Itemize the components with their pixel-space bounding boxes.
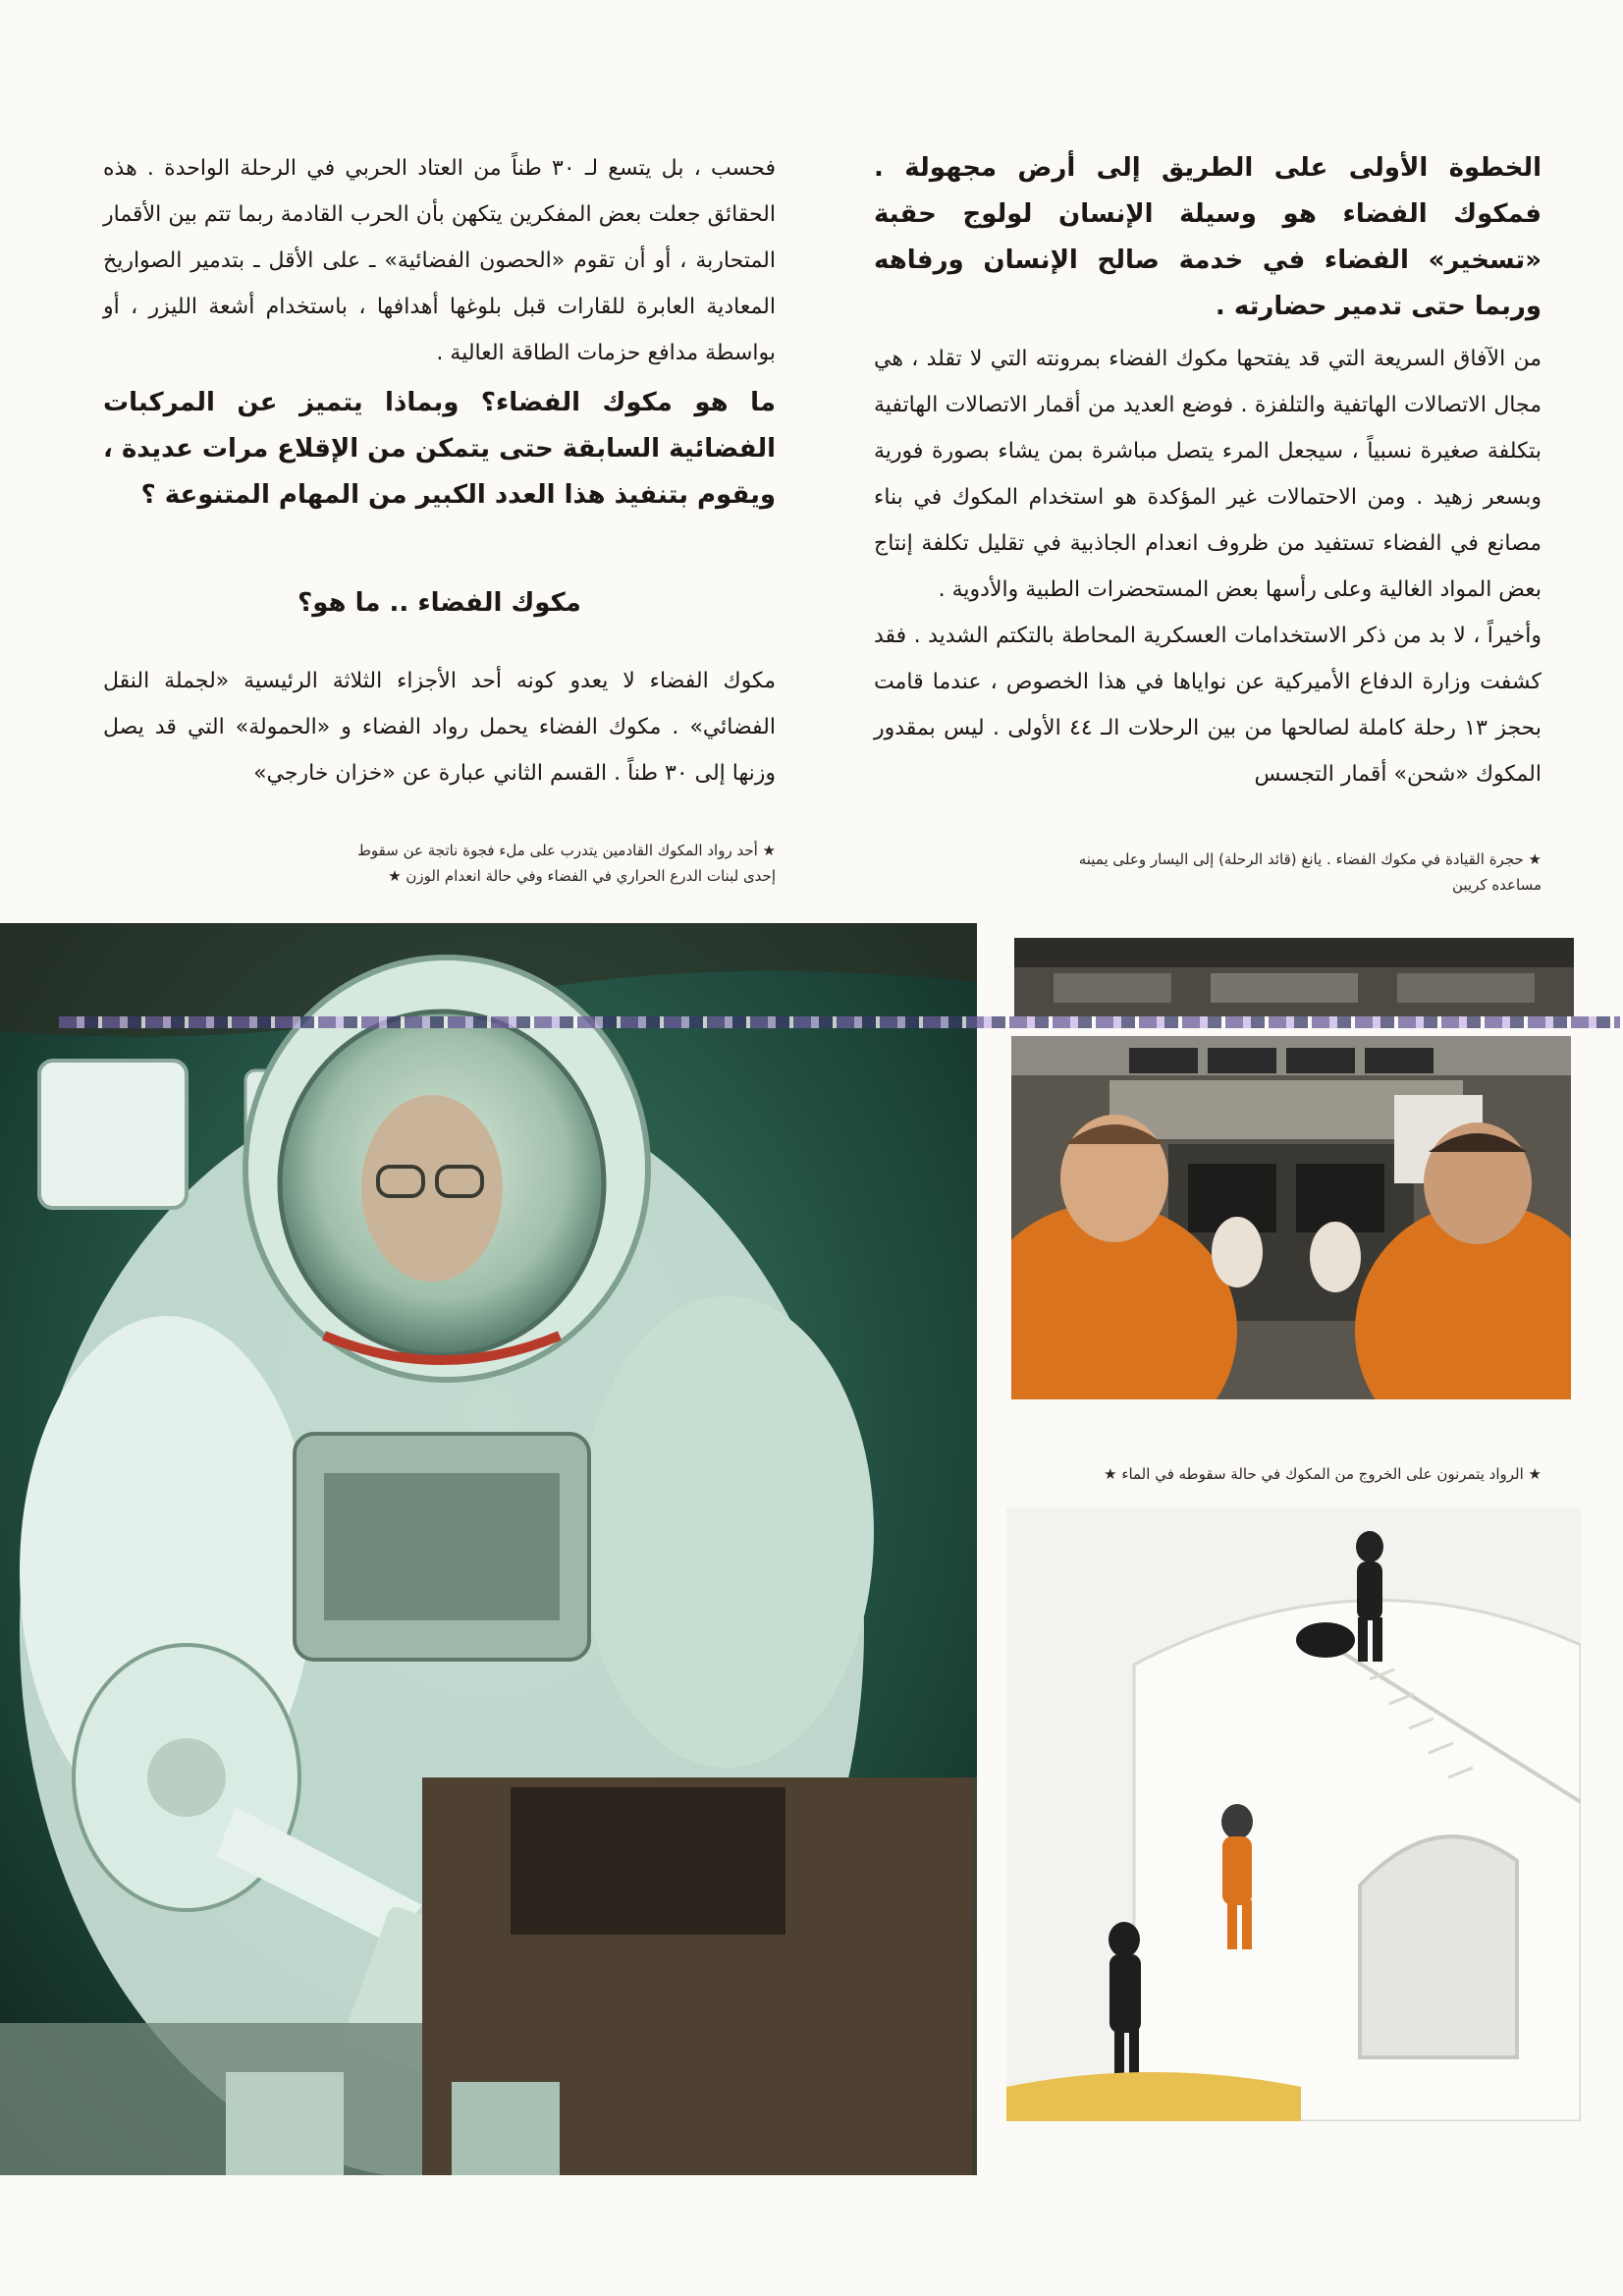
body-paragraph: من الآفاق السريعة التي قد يفتحها مكوك الفضاء بمرونته التي لا تقلد ، هي مجال الاتصالات الهاتفية والتلفزة . فوضع العديد من أقمار الاتصالات الهاتفية بتكلفة صغيرة نسبياً ، سيجعل المرء يتصل مباشرة بمن يشاء بصورة فورية وبسعر زهيد . ومن الاحتمالات غير المؤكدة هو استخدام المكوك في بناء مصانع في الفضاء تستفيد من ظروف انعدام الجاذبية في تقليل تكلفة إنتاج بعض المواد الغالية وعلى رأسها بعض المستحضرات الطبية والأدوية .	[874, 347, 1542, 602]
astronaut-photo-caption: ★ أحد رواد المكوك القادمين يتدرب على ملء فجوة ناتجة عن سقوط إحدى لبنات الدرع الحراري في الفضاء وفي حالة انعدام الوزن ★	[357, 842, 776, 885]
body-paragraph: فحسب ، بل يتسع لـ ٣٠ طناً من العتاد الحربي في الرحلة الواحدة . هذه الحقائق جعلت بعض المفكرين يتكهن بأن الحرب القادمة ربما تتم بين الأقمار المتحاربة ، أو أن تقوم «الحصون الفضائية» ـ على الأقل ـ بتدمير الصواريخ المعادية العابرة للقارات قبل بلوغها أهدافها ، باستخدام أشعة الليزر ، أو بواسطة مدافع حزمات الطاقة العالية .	[103, 156, 776, 365]
water-egress-training-photo	[1006, 1507, 1581, 2121]
section-heading: مكوك الفضاء .. ما هو؟	[298, 588, 581, 618]
left-text-column	[103, 145, 776, 796]
question-paragraph: ما هو مكوك الفضاء؟ وبماذا يتميز عن المركبات الفضائية السابقة حتى يتمكن من الإقلاع مرات عديدة ، ويقوم بتنفيذ هذا العدد الكبير من المهام المتنوعة ؟	[103, 388, 776, 510]
cockpit-crew-photo	[1011, 1036, 1571, 1399]
cockpit-panel-photo-strip	[1014, 938, 1574, 1016]
lead-paragraph: الخطوة الأولى على الطريق إلى أرض مجهولة . فمكوك الفضاء هو وسيلة الإنسان لولوج حقبة «تسخير» الفضاء في خدمة صالح الإنسان ورفاهه وربما حتى تدمير حضارته .	[874, 153, 1542, 321]
body-paragraph: مكوك الفضاء لا يعدو كونه أحد الأجزاء الثلاثة الرئيسية «لجملة النقل الفضائي» . مكوك الفضاء يحمل رواد الفضاء و «الحمولة» التي قد يصل وزنها إلى ٣٠ طناً . القسم الثاني عبارة عن «خزان خارجي»	[103, 669, 776, 786]
astronaut-training-photo	[0, 923, 977, 2175]
cockpit-photo-caption: ★ حجرة القيادة في مكوك الفضاء . يانغ (قائد الرحلة) إلى اليسار وعلى يمينه مساعده كريبن	[1078, 850, 1542, 894]
body-paragraph: وأخيراً ، لا بد من ذكر الاستخدامات العسكرية المحاطة بالتكتم الشديد . فقد كشفت وزارة الدفاع الأميركية عن نواياها في هذا الخصوص ، عندما قامت بحجز ١٣ رحلة كاملة لصالحها من بين الرحلات الـ ٤٤ الأولى . ليس بمقدور المكوك «شحن» أقمار التجسس	[874, 624, 1542, 787]
scan-artifact-stripe	[59, 1016, 1620, 1028]
right-text-column	[874, 145, 1542, 797]
water-photo-caption: ★ الرواد يتمرنون على الخروج من المكوك في حالة سقوطه في الماء ★	[1104, 1465, 1542, 1483]
